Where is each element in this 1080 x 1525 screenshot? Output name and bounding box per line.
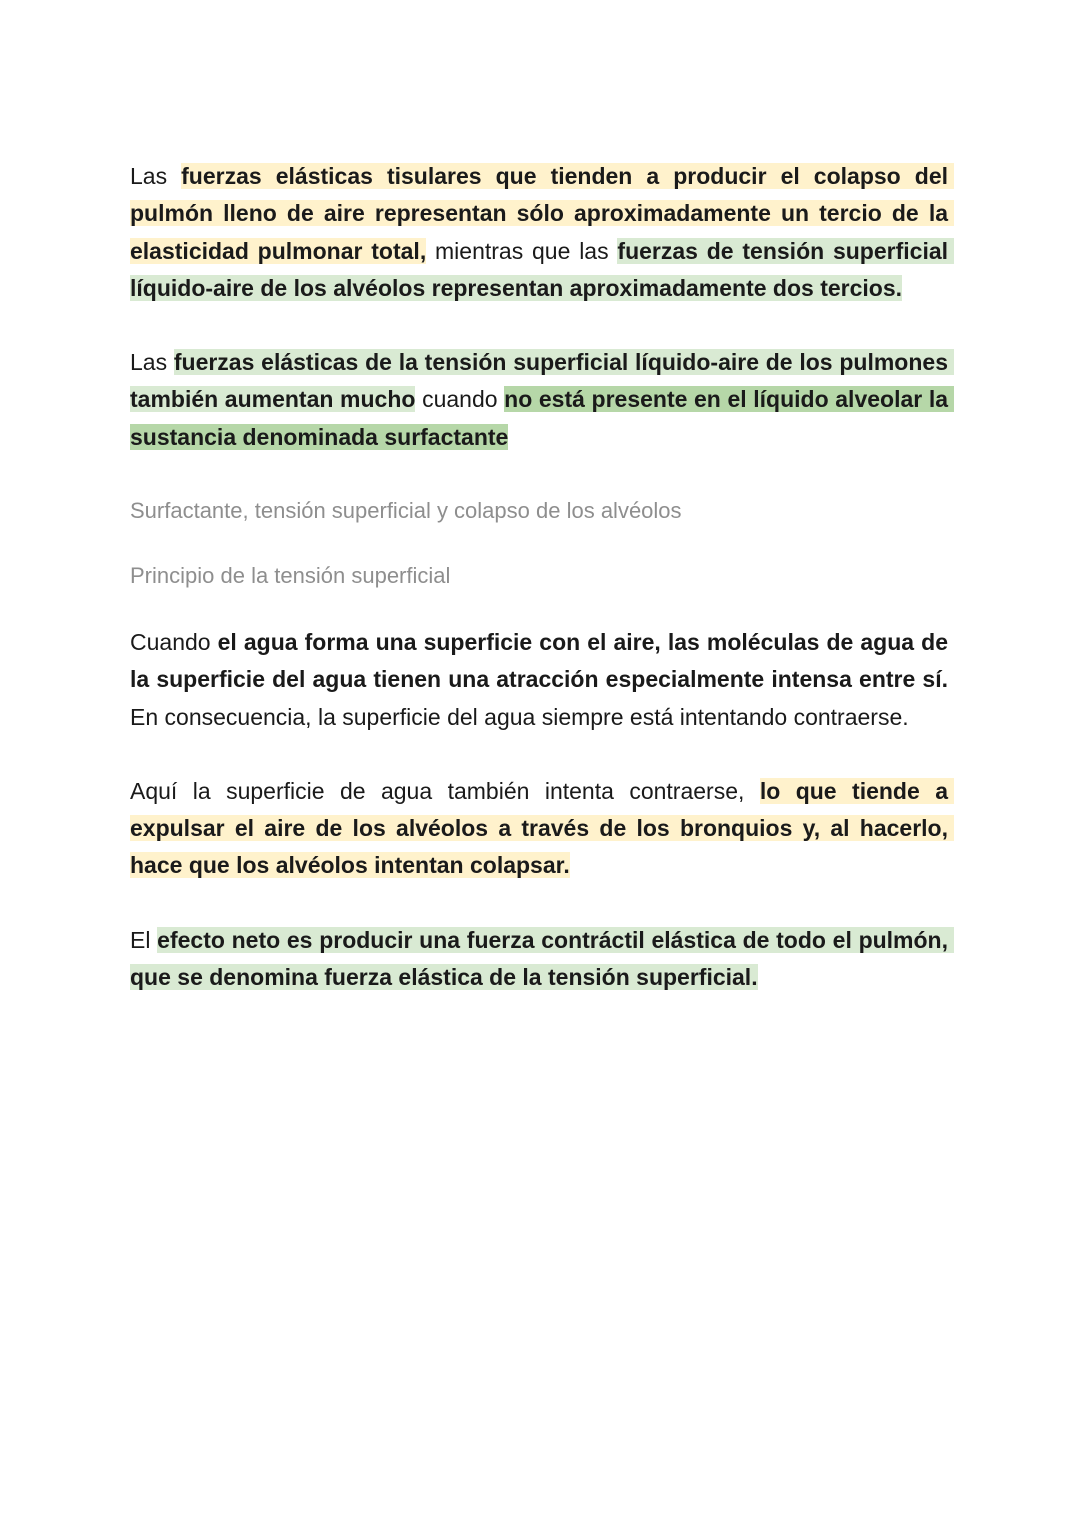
document-content: [130, 158, 955, 996]
text-segment: Las: [130, 349, 174, 375]
body-paragraph: [130, 773, 955, 885]
body-paragraph: [130, 624, 955, 736]
text-segment: Principio de la tensión superficial: [130, 563, 451, 589]
highlighted-text-segment: no está presente en el líquido alveolar la sustancia denominada surfactante: [130, 386, 955, 450]
caption-paragraph: [130, 558, 948, 594]
text-segment: Cuando: [130, 629, 218, 655]
text-segment: Surfactante, tensión superficial y colapso de los alvéolos: [130, 497, 682, 523]
caption-paragraph: [130, 493, 948, 529]
highlighted-text-segment: lo que tiende a expulsar el aire de los alvéolos a través de los bronquios y, al hacerlo, hace que los alvéolos intentan colapsar.: [130, 777, 955, 879]
body-paragraph: [130, 344, 955, 456]
text-segment: mientras que las: [426, 237, 618, 264]
highlighted-text-segment: fuerzas de tensión superficial líquido-aire de los alvéolos representan aproximadamente dos tercios.: [130, 237, 955, 301]
text-segment: Aquí la superficie de agua también intenta contraerse,: [130, 777, 760, 804]
text-segment: el agua forma una superficie con el aire, las moléculas de agua de la superficie del agua tienen una atracción especialmente intensa entre sí.: [130, 629, 955, 693]
highlighted-text-segment: fuerzas elásticas tisulares que tienden a producir el colapso del pulmón lleno de aire representan sólo aproximadamente un tercio de la elasticidad pulmonar total,: [130, 163, 955, 264]
text-segment: El: [130, 926, 158, 953]
highlighted-text-segment: fuerzas elásticas de la tensión superficial líquido-aire de los pulmones también aumentan mucho: [130, 349, 955, 413]
text-segment: Las: [130, 163, 182, 189]
body-paragraph: [130, 158, 955, 307]
text-segment: En consecuencia, la superficie del agua siempre está intentando contraerse.: [130, 666, 955, 730]
body-paragraph: [130, 922, 955, 997]
text-segment: cuando: [415, 386, 505, 413]
highlighted-text-segment: efecto neto es producir una fuerza contráctil elástica de todo el pulmón, que se denomina fuerza elástica de la tensión superficial.: [130, 926, 955, 990]
